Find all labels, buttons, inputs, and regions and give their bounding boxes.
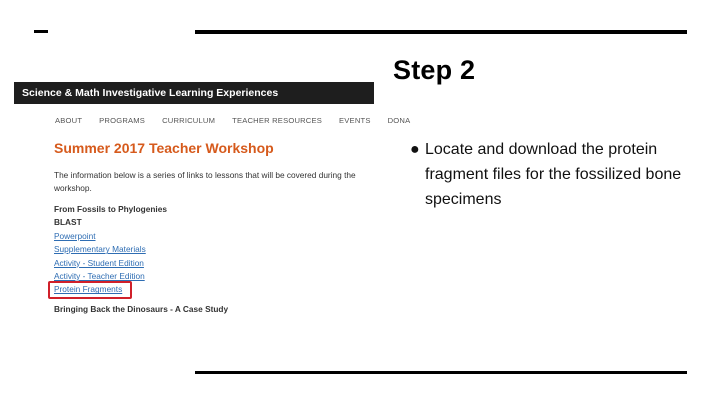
powerpoint-link[interactable]: Powerpoint: [54, 230, 96, 241]
nav-item-teacher-resources[interactable]: TEACHER RESOURCES: [232, 116, 323, 125]
protein-fragments-link[interactable]: Protein Fragments: [54, 284, 123, 295]
intro-text: The information below is a series of links to lessons that will be covered during the workshop.: [54, 170, 356, 193]
section-title: From Fossils to Phylogenies: [54, 204, 167, 214]
bullet-list: [410, 137, 695, 212]
case-study-label: Bringing Back the Dinosaurs - A Case Study: [54, 304, 229, 314]
nav-item-curriculum[interactable]: CURRICULUM: [162, 116, 216, 125]
decorative-rule-bottom: [195, 371, 687, 374]
student-edition-link[interactable]: Activity - Student Edition: [54, 257, 144, 268]
page-heading: Summer 2017 Teacher Workshop: [54, 140, 274, 156]
nav-item-programs[interactable]: PROGRAMS: [99, 116, 146, 125]
blast-label: BLAST: [54, 217, 82, 228]
decorative-rule-small: [34, 30, 48, 33]
website-screenshot: [14, 82, 411, 322]
bullet-item: [410, 137, 695, 212]
nav-item-events[interactable]: EVENTS: [339, 116, 371, 125]
highlight-box: [48, 281, 132, 299]
slide-title: Step 2: [393, 55, 476, 85]
bullet-dot-icon: ●: [410, 141, 420, 158]
supplementary-materials-link[interactable]: Supplementary Materials: [54, 244, 146, 255]
teacher-edition-link[interactable]: Activity - Teacher Edition: [54, 271, 145, 282]
decorative-rule-top: [195, 30, 687, 34]
nav-item-about[interactable]: ABOUT: [55, 116, 83, 125]
nav-item-donate[interactable]: DONA: [387, 116, 411, 125]
site-header: Science & Math Investigative Learning Experiences: [14, 82, 374, 104]
bullet-text: Locate and download the protein fragment files for the fossilized bone specimens: [425, 141, 682, 208]
site-nav: [55, 116, 427, 125]
